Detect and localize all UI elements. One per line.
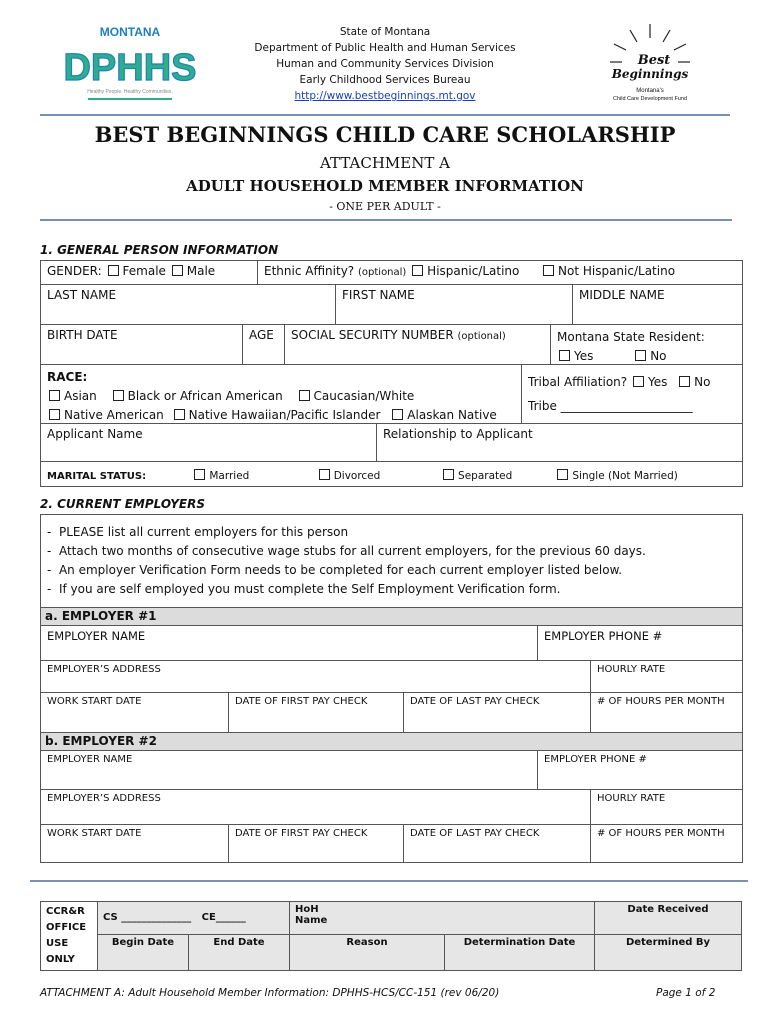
tribe-input[interactable]: ______________________ — [560, 399, 693, 413]
first-name-field[interactable] — [335, 284, 573, 325]
middle-name-field[interactable] — [572, 284, 743, 325]
separated-checkbox[interactable] — [443, 469, 454, 480]
hispanic-checkbox[interactable] — [412, 265, 423, 276]
female-checkbox[interactable] — [108, 265, 119, 276]
asian-checkbox[interactable] — [49, 390, 60, 401]
header-rule — [40, 114, 730, 116]
middle-name-label: MIDDLE NAME — [579, 288, 665, 302]
single-checkbox[interactable] — [557, 469, 568, 480]
tribal-no-checkbox[interactable] — [679, 376, 690, 387]
logo-montana-text: MONTANA — [99, 25, 161, 39]
instruction-item: - If you are self employed you must complete the Self Employment Verification form. — [47, 582, 561, 596]
resident-field — [550, 324, 743, 365]
age-field[interactable] — [242, 324, 285, 365]
female-label: Female — [122, 264, 166, 278]
ssn-label: SOCIAL SECURITY NUMBER — [291, 328, 454, 342]
logo-dphhs-text: DPHHS — [63, 47, 197, 89]
applicant-name-label: Applicant Name — [47, 427, 143, 441]
hawaiian-checkbox[interactable] — [174, 409, 185, 420]
employer1-name-field[interactable]: EMPLOYER NAME — [40, 625, 538, 661]
employer1-heading: a. EMPLOYER #1 — [40, 607, 743, 626]
applicant-name-field[interactable] — [40, 423, 377, 462]
employer2-heading: b. EMPLOYER #2 — [40, 732, 743, 751]
tribal-field — [521, 364, 743, 424]
employer2-address-field[interactable]: EMPLOYER’S ADDRESS — [40, 789, 591, 825]
not-hispanic-checkbox[interactable] — [543, 265, 554, 276]
last-name-field[interactable] — [40, 284, 336, 325]
employer2-phone-field[interactable]: EMPLOYER PHONE # — [537, 750, 743, 790]
single-label: Single (Not Married) — [572, 470, 678, 482]
header-line-1: State of Montana — [339, 26, 431, 38]
begin-date-field[interactable]: Begin Date — [98, 935, 189, 971]
reason-field[interactable]: Reason — [290, 935, 445, 971]
resident-yes-label: Yes — [574, 349, 594, 363]
employer2-rate-field[interactable]: HOURLY RATE — [590, 789, 743, 825]
asian-label: Asian — [64, 389, 97, 403]
date-received-field[interactable] — [595, 902, 742, 935]
header-line-3: Human and Community Services Division — [276, 58, 494, 70]
alaskan-label: Alaskan Native — [407, 408, 497, 422]
race-field — [40, 364, 522, 424]
relationship-label: Relationship to Applicant — [383, 427, 533, 441]
black-checkbox[interactable] — [113, 390, 124, 401]
married-label: Married — [209, 470, 250, 482]
tribal-no-label: No — [694, 375, 711, 389]
employer1-phone-field[interactable]: EMPLOYER PHONE # — [537, 625, 743, 661]
hoh-name-label: Name — [295, 915, 328, 926]
employer1-hours-field[interactable]: # OF HOURS PER MONTH — [590, 692, 743, 733]
gender-label: GENDER: — [47, 264, 102, 278]
marital-status-field — [40, 461, 743, 487]
employer1-last-pay-field[interactable]: DATE OF LAST PAY CHECK — [403, 692, 591, 733]
divorced-label: Divorced — [333, 470, 381, 482]
marital-label: MARITAL STATUS: — [47, 471, 147, 482]
determination-date-field[interactable]: Determination Date — [445, 935, 595, 971]
tribal-yes-checkbox[interactable] — [633, 376, 644, 387]
race-label: RACE: — [47, 370, 88, 384]
married-checkbox[interactable] — [194, 469, 205, 480]
section1-heading: 1. GENERAL PERSON INFORMATION — [40, 243, 279, 257]
logo-sub-2: Child Care Development Fund — [613, 96, 687, 102]
male-checkbox[interactable] — [172, 265, 183, 276]
one-per-adult-note: - ONE PER ADULT - — [329, 200, 441, 213]
relationship-field[interactable] — [376, 423, 743, 462]
hispanic-label: Hispanic/Latino — [427, 264, 520, 278]
dphhs-logo — [63, 22, 197, 104]
hoh-name-field[interactable] — [290, 902, 595, 935]
employer1-start-field[interactable]: WORK START DATE — [40, 692, 229, 733]
ethnic-label: Ethnic Affinity? — [264, 264, 355, 278]
section2-heading: 2. CURRENT EMPLOYERS — [40, 497, 205, 511]
caucasian-checkbox[interactable] — [299, 390, 310, 401]
ethnic-optional: (optional) — [358, 267, 407, 278]
employer2-first-pay-field[interactable]: DATE OF FIRST PAY CHECK — [228, 824, 404, 863]
employer1-rate-field[interactable]: HOURLY RATE — [590, 660, 743, 693]
native-american-checkbox[interactable] — [49, 409, 60, 420]
end-date-field[interactable]: End Date — [189, 935, 290, 971]
logo-tagline: Healthy People. Healthy Communities. — [87, 89, 173, 95]
employer2-name-field[interactable]: EMPLOYER NAME — [40, 750, 538, 790]
tribe-label: Tribe — [528, 399, 557, 413]
tribal-label: Tribal Affiliation? — [528, 375, 628, 389]
date-received-label: Date Received — [627, 904, 709, 915]
first-name-label: FIRST NAME — [342, 288, 415, 302]
caucasian-label: Caucasian/White — [313, 389, 415, 403]
employer2-last-pay-field[interactable]: DATE OF LAST PAY CHECK — [403, 824, 591, 863]
svg-text:Best: Best — [637, 53, 671, 68]
employer1-first-pay-field[interactable]: DATE OF FIRST PAY CHECK — [228, 692, 404, 733]
hawaiian-label: Native Hawaiian/Pacific Islander — [188, 408, 381, 422]
last-name-label: LAST NAME — [47, 288, 117, 302]
resident-label: Montana State Resident: — [557, 330, 705, 344]
title-rule — [40, 219, 732, 221]
header-line-4: Early Childhood Services Bureau — [299, 74, 471, 86]
birth-date-field[interactable] — [40, 324, 243, 365]
instruction-item: - Attach two months of consecutive wage stubs for all current employers, for the previous 60 days. — [47, 544, 646, 558]
best-beginnings-logo — [600, 20, 700, 108]
ssn-field[interactable] — [284, 324, 551, 365]
separated-label: Separated — [458, 470, 513, 482]
website-link[interactable]: http://www.bestbeginnings.mt.gov — [294, 90, 476, 102]
age-label: AGE — [249, 328, 274, 342]
attachment-title: ATTACHMENT A — [320, 154, 450, 172]
office-use-table — [40, 901, 742, 971]
header-line-2: Department of Public Health and Human Services — [254, 42, 516, 54]
employer2-hours-field[interactable]: # OF HOURS PER MONTH — [590, 824, 743, 863]
black-label: Black or African American — [127, 389, 283, 403]
form-title: BEST BEGINNINGS CHILD CARE SCHOLARSHIP — [94, 122, 676, 147]
logo-beginnings-text: Beginnings — [611, 67, 689, 81]
birth-date-label: BIRTH DATE — [47, 328, 118, 342]
logo-sub-1: Montana's — [636, 88, 664, 94]
native-american-label: Native American — [64, 408, 164, 422]
agency-header — [200, 24, 570, 104]
footer-form-id: ATTACHMENT A: Adult Household Member Information: DPHHS-HCS/CC-151 (rev 06/20) — [40, 987, 500, 999]
employer-instructions — [40, 514, 743, 608]
instruction-item: - An employer Verification Form needs to be completed for each current employer listed below. — [47, 563, 623, 577]
instruction-item: - PLEASE list all current employers for this person — [47, 525, 349, 539]
tribal-yes-label: Yes — [647, 375, 668, 389]
resident-no-checkbox[interactable] — [635, 350, 646, 361]
divorced-checkbox[interactable] — [319, 469, 330, 480]
form-subtitle: ADULT HOUSEHOLD MEMBER INFORMATION — [186, 177, 584, 195]
determined-by-field[interactable]: Determined By — [595, 935, 742, 971]
resident-yes-checkbox[interactable] — [559, 350, 570, 361]
hoh-label: HoH — [295, 904, 319, 915]
resident-no-label: No — [650, 349, 667, 363]
not-hispanic-label: Not Hispanic/Latino — [558, 264, 676, 278]
cs-label: CS ______________ — [103, 912, 192, 923]
ssn-optional: (optional) — [457, 331, 506, 342]
cs-ce-field[interactable] — [98, 902, 290, 935]
alaskan-checkbox[interactable] — [392, 409, 403, 420]
ce-label: CE______ — [201, 912, 246, 923]
gender-field — [40, 260, 258, 285]
employer2-start-field[interactable]: WORK START DATE — [40, 824, 229, 863]
page-number: Page 1 of 2 — [656, 987, 716, 999]
male-label: Male — [186, 264, 216, 278]
office-rule — [30, 880, 748, 882]
employer1-address-field[interactable]: EMPLOYER’S ADDRESS — [40, 660, 591, 693]
ethnic-affinity-field — [257, 260, 743, 285]
office-use-label: CCR&R OFFICE USE ONLY — [41, 902, 98, 971]
